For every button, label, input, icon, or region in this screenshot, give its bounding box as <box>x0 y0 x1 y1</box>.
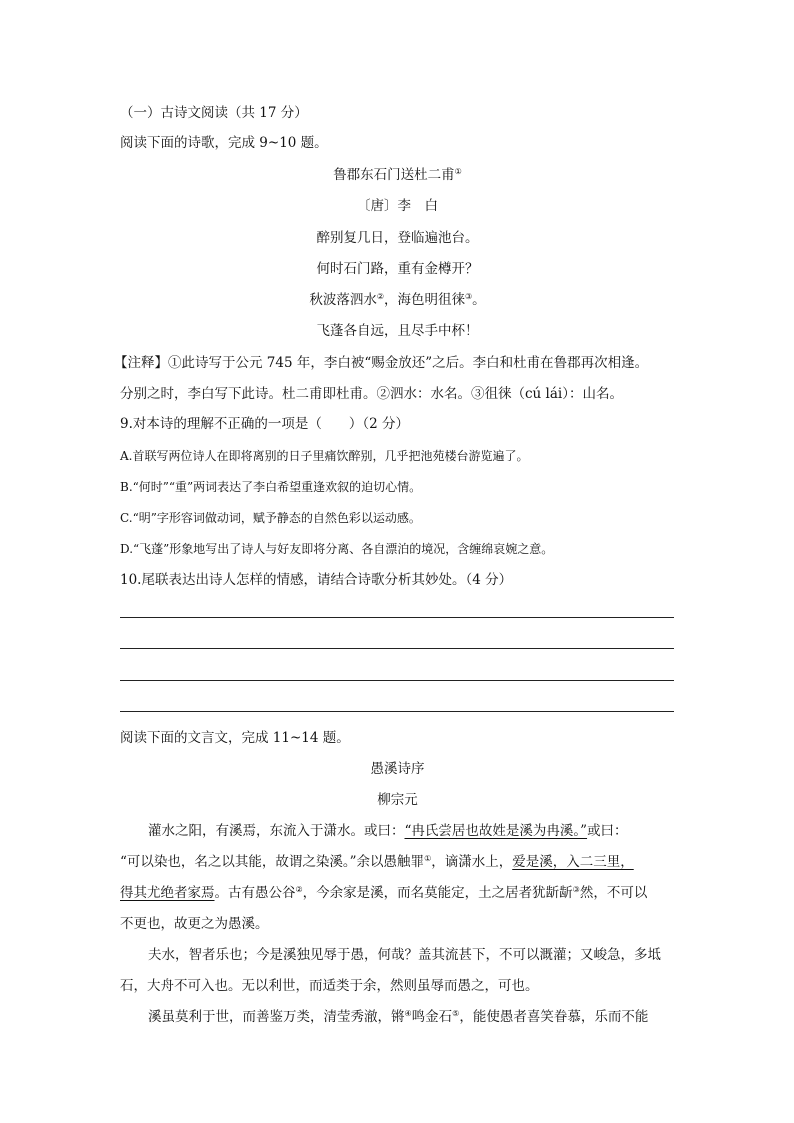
underlined-sentence: 爱是溪，入二三里， <box>512 854 634 870</box>
poem-author: 〔唐〕李 白 <box>357 198 438 214</box>
poem-line-3-a: 秋波落泗水 <box>309 292 377 308</box>
poem-line-1: 醉别复几日，登临遍池台。 <box>316 230 479 246</box>
prose-p1-line-3 <box>120 883 675 903</box>
option-d: D.“飞蓬”形象地写出了诗人与好友即将分离、各自漂泊的境况，含缠绵哀婉之意。 <box>120 542 554 556</box>
poem-title <box>120 165 675 185</box>
note-mark: ④ <box>404 1009 412 1018</box>
answer-line <box>120 648 674 649</box>
text: 。古有愚公谷 <box>214 885 296 901</box>
underlined-sentence: “冉氏尝居也故姓是溪为冉溪。” <box>404 823 588 839</box>
text: “可以染也，名之以其能，故谓之染溪。”余以愚触罪 <box>120 854 425 870</box>
underlined-sentence: 得其尤绝者家焉 <box>120 885 215 901</box>
text: 或曰： <box>587 823 628 839</box>
prose-p2-line-1: 夫水，智者乐也；今是溪独见辱于愚，何哉？盖其流甚下，不可以溉灌；又峻急，多坻 <box>148 947 661 963</box>
note-mark: ③ <box>465 292 473 301</box>
notes-line-2: 分别之时，李白写下此诗。杜二甫即杜甫。②泗水：水名。③徂徕（cú lái）：山名。 <box>120 386 623 402</box>
question-10: 10.尾联表达出诗人怎样的情感，请结合诗歌分析其妙处。（4 分） <box>120 572 513 588</box>
note-mark: ③ <box>572 885 580 894</box>
poem-line-3-b: ，海色明徂徕 <box>384 292 465 308</box>
section-heading: （一）古诗文阅读（共 17 分） <box>120 105 308 121</box>
text: ，谪潇水上， <box>431 854 513 870</box>
notes-line-1: 【注释】①此诗写于公元 745 年，李白被“赐金放还”之后。李白和杜甫在鲁郡再次相逢。 <box>114 355 649 371</box>
text: 然，不可以 <box>579 885 648 901</box>
poem-line-3-end: 。 <box>472 292 486 308</box>
text: 灌水之阳，有溪焉，东流入于潇水。或曰： <box>148 823 405 839</box>
poem-title-text: 鲁郡东石门送杜二甫 <box>333 167 455 183</box>
text: 溪虽莫利于世，而善鉴万类，清莹秀澈，锵 <box>148 1009 405 1025</box>
note-mark: ② <box>295 885 303 894</box>
poem-line-4: 飞蓬各自远，且尽手中杯！ <box>316 323 479 339</box>
question-9: 9.对本诗的理解不正确的一项是（ ）（2 分） <box>120 416 410 432</box>
prose-p1-line-4: 不更也，故更之为愚溪。 <box>120 916 269 932</box>
prose-p2-line-2: 石，大舟不可入也。无以利世，而适类于余，然则虽辱而愚之，可也。 <box>120 978 539 994</box>
answer-line <box>120 617 674 618</box>
text: 鸣金石 <box>411 1009 453 1025</box>
prose-p3-line-1 <box>148 1007 675 1027</box>
option-a: A.首联写两位诗人在即将离别的日子里痛饮醉别，几乎把池苑楼台游览遍了。 <box>120 449 529 463</box>
note-mark: ⑤ <box>452 1009 460 1018</box>
answer-line <box>120 711 674 712</box>
option-c: C.“明”字形容词做动词，赋予静态的自然色彩以运动感。 <box>120 511 421 525</box>
note-mark: ② <box>376 292 384 301</box>
prose-p1-line-2 <box>120 852 675 872</box>
text: ，能使愚者喜笑眷慕，乐而不能 <box>459 1009 649 1025</box>
prose-author: 柳宗元 <box>377 792 418 808</box>
answer-line <box>120 680 674 681</box>
prose-title: 愚溪诗序 <box>370 761 425 777</box>
prose-instruction: 阅读下面的文言文，完成 11~14 题。 <box>120 730 350 746</box>
poem-line-3 <box>120 290 675 310</box>
note-mark: ① <box>454 167 462 176</box>
poem-line-2: 何时石门路，重有金樽开？ <box>316 261 479 277</box>
note-mark: ① <box>424 854 432 863</box>
text: ，今余家是溪，而名莫能定，土之居者犹龂龂 <box>302 885 573 901</box>
option-b: B.“何时”“重”两词表达了李白希望重逢欢叙的迫切心情。 <box>120 480 422 494</box>
prose-p1-line-1 <box>148 821 675 841</box>
poem-instruction: 阅读下面的诗歌，完成 9~10 题。 <box>120 135 328 151</box>
